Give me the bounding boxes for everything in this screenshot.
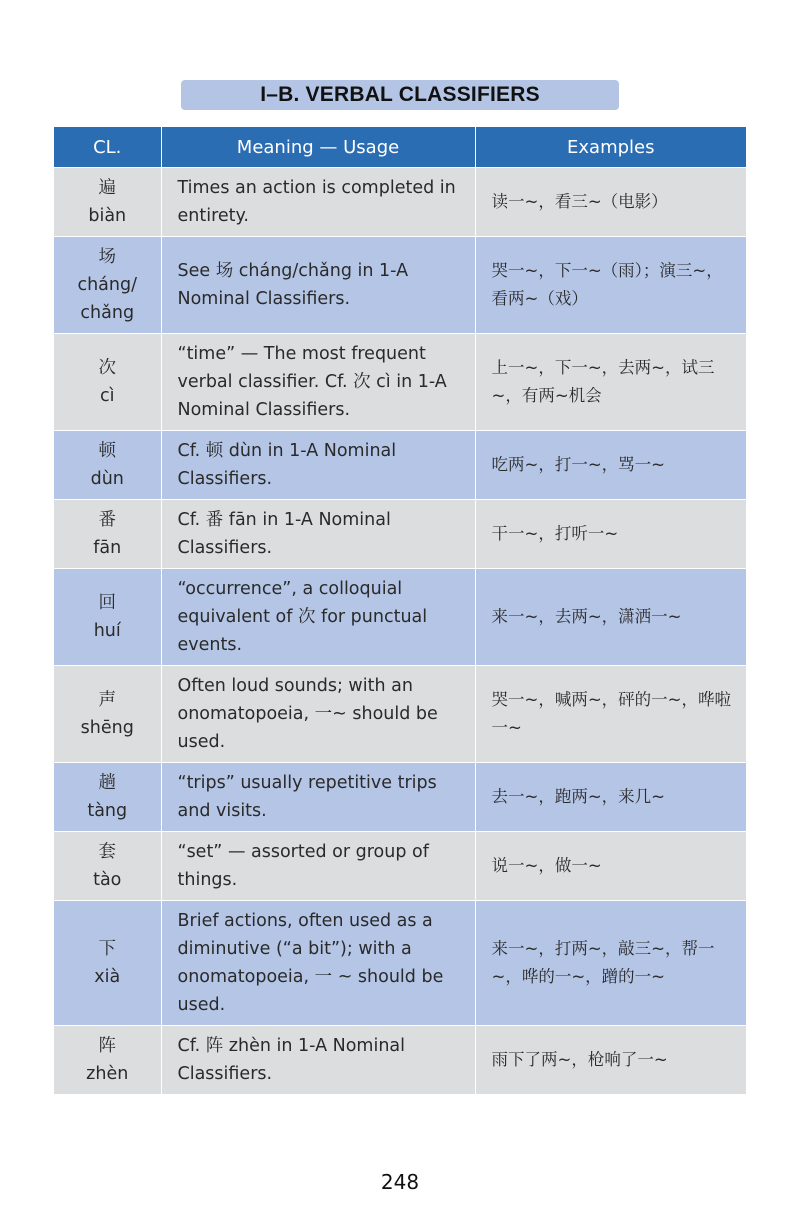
examples-cell: 哭一~，喊两~，砰的一~，哗啦一~ <box>475 666 746 763</box>
classifier-pinyin: tào <box>93 870 122 890</box>
classifier-pinyin: dùn <box>90 469 124 489</box>
classifier-pinyin: biàn <box>88 206 127 226</box>
table-row <box>54 500 746 569</box>
classifier-pinyin: shēng <box>80 718 134 738</box>
classifier-cell <box>54 168 161 237</box>
meaning-cell: Often loud sounds; with an onomatopoeia, 一~ should be used. <box>161 666 475 763</box>
meaning-cell: “time” — The most frequent verbal classifier. Cf. 次 cì in 1-A Nominal Classifiers. <box>161 334 475 431</box>
classifier-cell <box>54 431 161 500</box>
classifier-char: 次 <box>98 358 116 378</box>
classifier-cell <box>54 666 161 763</box>
meaning-cell: Brief actions, often used as a diminutive (“a bit”); with a onomatopoeia, 一 ~ should be used. <box>161 901 475 1026</box>
meaning-cell: See 场 cháng/chǎng in 1-A Nominal Classifiers. <box>161 237 475 334</box>
examples-cell: 雨下了两~，枪响了一~ <box>475 1026 746 1095</box>
classifier-pinyin: tàng <box>87 801 128 821</box>
table-row <box>54 334 746 431</box>
table-row <box>54 832 746 901</box>
classifier-pinyin: xià <box>94 967 121 987</box>
classifier-char: 套 <box>98 842 116 862</box>
classifier-pinyin: cháng/ chǎng <box>77 275 138 323</box>
examples-cell: 哭一~，下一~（雨）；演三~，看两~（戏） <box>475 237 746 334</box>
meaning-cell: “occurrence”, a colloquial equivalent of 次 for punctual events. <box>161 569 475 666</box>
table-row <box>54 168 746 237</box>
classifier-cell <box>54 763 161 832</box>
examples-cell: 干一~，打听一~ <box>475 500 746 569</box>
examples-cell: 读一~，看三~（电影） <box>475 168 746 237</box>
classifier-char: 趟 <box>98 773 116 793</box>
classifier-char: 遍 <box>98 178 116 198</box>
classifier-cell <box>54 500 161 569</box>
classifier-char: 下 <box>98 939 116 959</box>
classifier-char: 番 <box>98 510 116 530</box>
page-number: 248 <box>380 1170 420 1194</box>
table-row <box>54 431 746 500</box>
header-meaning: Meaning — Usage <box>161 127 475 168</box>
classifier-pinyin: cì <box>100 386 115 406</box>
classifier-char: 回 <box>98 593 116 613</box>
section-title: I–B. VERBAL CLASSIFIERS <box>181 80 619 110</box>
classifier-cell <box>54 334 161 431</box>
header-cl: CL. <box>54 127 161 168</box>
table-row <box>54 763 746 832</box>
classifier-cell <box>54 1026 161 1095</box>
examples-cell: 去一~，跑两~，来几~ <box>475 763 746 832</box>
table-row <box>54 666 746 763</box>
meaning-cell: “set” — assorted or group of things. <box>161 832 475 901</box>
classifier-pinyin: huí <box>93 621 121 641</box>
classifier-char: 阵 <box>98 1036 116 1056</box>
meaning-cell: Cf. 顿 dùn in 1-A Nominal Classifiers. <box>161 431 475 500</box>
table-row <box>54 901 746 1026</box>
examples-cell: 说一~，做一~ <box>475 832 746 901</box>
table-row <box>54 1026 746 1095</box>
header-examples: Examples <box>475 127 746 168</box>
classifier-char: 顿 <box>98 441 116 461</box>
classifier-pinyin: zhèn <box>86 1064 129 1084</box>
classifier-char: 场 <box>98 247 116 267</box>
meaning-cell: “trips” usually repetitive trips and visits. <box>161 763 475 832</box>
examples-cell: 上一~，下一~，去两~，试三~，有两~机会 <box>475 334 746 431</box>
classifier-cell <box>54 237 161 334</box>
table-header-row <box>54 127 746 168</box>
classifier-char: 声 <box>98 690 116 710</box>
meaning-cell: Cf. 番 fān in 1-A Nominal Classifiers. <box>161 500 475 569</box>
classifier-table <box>54 127 746 1095</box>
classifier-cell <box>54 569 161 666</box>
classifier-pinyin: fān <box>93 538 122 558</box>
examples-cell: 来一~，打两~，敲三~，帮一~，哗的一~，蹭的一~ <box>475 901 746 1026</box>
examples-cell: 吃两~，打一~，骂一~ <box>475 431 746 500</box>
examples-cell: 来一~，去两~，潇洒一~ <box>475 569 746 666</box>
meaning-cell: Cf. 阵 zhèn in 1-A Nominal Classifiers. <box>161 1026 475 1095</box>
table-row <box>54 237 746 334</box>
classifier-cell <box>54 901 161 1026</box>
meaning-cell: Times an action is completed in entirety. <box>161 168 475 237</box>
classifier-cell <box>54 832 161 901</box>
table-row <box>54 569 746 666</box>
